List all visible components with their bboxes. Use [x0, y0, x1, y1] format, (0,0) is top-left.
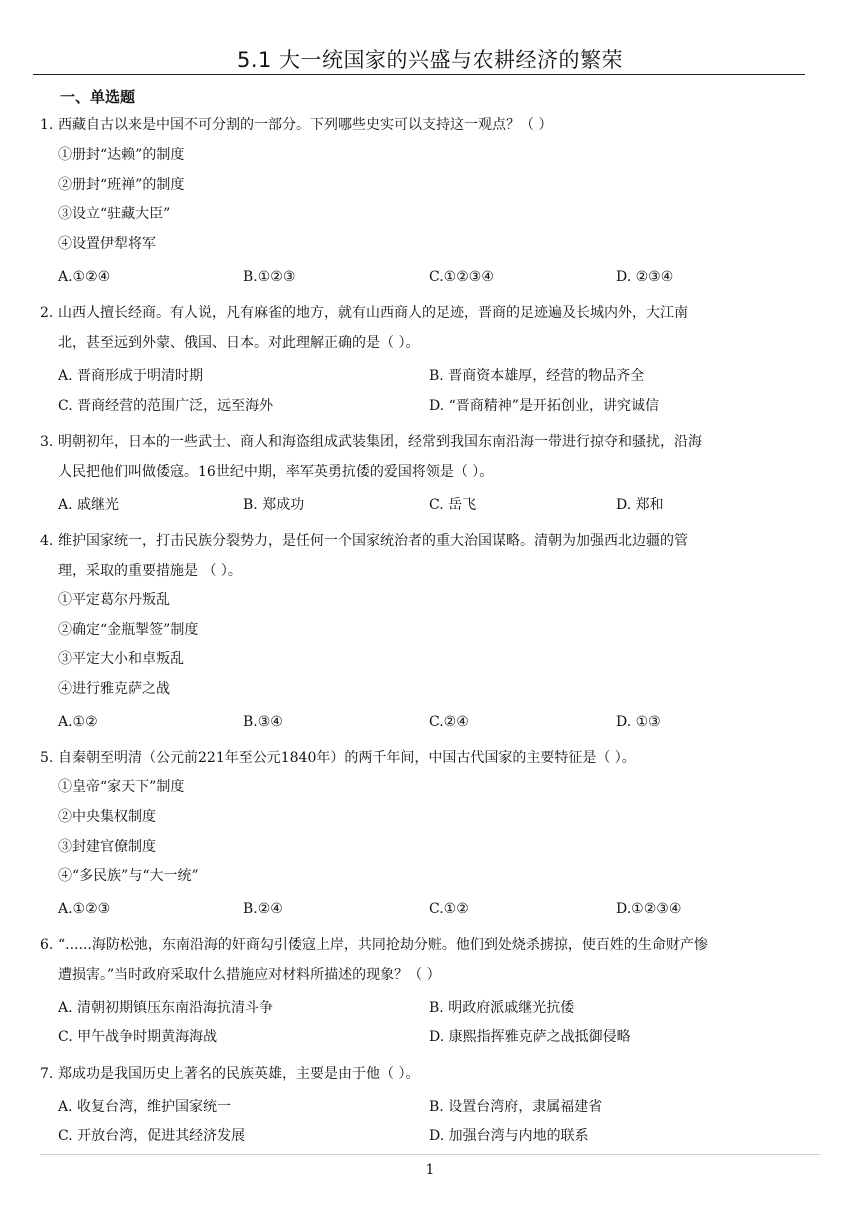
- question-6-option-c[interactable]: C. 甲午战争时期黄海海战: [58, 1029, 218, 1045]
- question-3-option-a[interactable]: A. 戚继光: [58, 497, 120, 513]
- question-4-option-a[interactable]: A.①②: [58, 714, 98, 730]
- question-1-option-a[interactable]: A.①②④: [58, 269, 111, 285]
- question-text: 维护国家统一，打击民族分裂势力，是任何一个国家统治者的重大治国谋略。清朝为加强西北边疆的管: [58, 533, 688, 549]
- question-6-option-d[interactable]: D. 康熙指挥雅克萨之战抵御侵略: [429, 1029, 631, 1045]
- section-heading: 一、单选题: [60, 88, 136, 106]
- question-text: 明朝初年，日本的一些武士、商人和海盗组成武装集团，经常到我国东南沿海一带进行掠夺和骚扰，沿海: [58, 434, 702, 450]
- question-3-option-d[interactable]: D. 郑和: [616, 497, 664, 513]
- question-4-stem: [40, 531, 688, 551]
- question-5-option-c[interactable]: C.①②: [429, 901, 469, 917]
- question-3-stem: [40, 432, 702, 452]
- question-text: “......海防松弛，东南沿海的奸商勾引倭寇上岸，共同抢劫分赃。他们到处烧杀掳掠，使百姓的生命财产惨: [58, 937, 708, 953]
- question-5-option-b[interactable]: B.②④: [243, 901, 283, 917]
- question-5-item: ①皇帝“家天下”制度: [58, 779, 185, 795]
- question-2-stem-continued: 北，甚至远到外蒙、俄国、日本。对此理解正确的是（ ）。: [58, 335, 420, 351]
- question-7-option-b[interactable]: B. 设置台湾府，隶属福建省: [429, 1099, 603, 1115]
- question-7-option-d[interactable]: D. 加强台湾与内地的联系: [429, 1128, 589, 1144]
- question-number: 3.: [40, 434, 54, 450]
- question-2-stem: [40, 303, 688, 323]
- question-5-item: ③封建官僚制度: [58, 839, 156, 855]
- question-number: 4.: [40, 533, 54, 549]
- question-number: 2.: [40, 305, 54, 321]
- question-6-option-a[interactable]: A. 清朝初期镇压东南沿海抗清斗争: [58, 1000, 274, 1016]
- question-text: 西藏自古以来是中国不可分割的一部分。下列哪些史实可以支持这一观点？（ ）: [58, 117, 553, 133]
- question-2-option-a[interactable]: A. 晋商形成于明清时期: [58, 368, 204, 384]
- question-4-option-d[interactable]: D. ①③: [616, 714, 661, 730]
- question-4-option-c[interactable]: C.②④: [429, 714, 469, 730]
- question-4-item: ③平定大小和卓叛乱: [58, 651, 184, 667]
- question-number: 7.: [40, 1066, 54, 1082]
- question-1-stem: [40, 115, 552, 135]
- question-2-option-d[interactable]: D. “晋商精神”是开拓创业，讲究诚信: [429, 398, 659, 414]
- question-text: 自秦朝至明清（公元前221年至公元1840年）的两千年间，中国古代国家的主要特征是（ ）。: [58, 750, 636, 766]
- question-3-option-c[interactable]: C. 岳飞: [429, 497, 477, 513]
- question-4-stem-continued: 理，采取的重要措施是 （ ）。: [58, 563, 242, 579]
- question-1-item: ③设立“驻藏大臣”: [58, 206, 171, 222]
- page-title: 5.1 大一统国家的兴盛与农耕经济的繁荣: [236, 48, 624, 72]
- question-2-option-b[interactable]: B. 晋商资本雄厚，经营的物品齐全: [429, 368, 645, 384]
- question-4-item: ④进行雅克萨之战: [58, 681, 170, 697]
- question-6-option-b[interactable]: B. 明政府派戚继光抗倭: [429, 1000, 575, 1016]
- question-4-item: ①平定葛尔丹叛乱: [58, 592, 170, 608]
- question-1-item: ④设置伊犁将军: [58, 236, 156, 252]
- question-3-option-b[interactable]: B. 郑成功: [243, 497, 305, 513]
- question-number: 5.: [40, 750, 54, 766]
- question-2-option-c[interactable]: C. 晋商经营的范围广泛，远至海外: [58, 398, 274, 414]
- page-number: 1: [425, 1162, 435, 1178]
- question-5-stem: [40, 748, 636, 768]
- question-5-item: ④“多民族”与“大一统”: [58, 868, 199, 884]
- question-7-option-a[interactable]: A. 收复台湾，维护国家统一: [58, 1099, 232, 1115]
- question-text: 郑成功是我国历史上著名的民族英雄，主要是由于他（ ）。: [58, 1066, 420, 1082]
- question-5-option-d[interactable]: D.①②③④: [616, 901, 682, 917]
- title-divider: [33, 74, 805, 75]
- question-3-stem-continued: 人民把他们叫做倭寇。16世纪中期，率军英勇抗倭的爱国将领是（ ）。: [58, 464, 494, 480]
- question-5-item: ②中央集权制度: [58, 809, 156, 825]
- question-6-stem-continued: 遭损害。”当时政府采取什么措施应对材料所描述的现象？（ ）: [58, 967, 441, 983]
- question-4-item: ②确定“金瓶掣签”制度: [58, 622, 199, 638]
- question-7-stem: [40, 1064, 419, 1084]
- question-1-option-c[interactable]: C.①②③④: [429, 269, 494, 285]
- question-5-option-a[interactable]: A.①②③: [58, 901, 111, 917]
- question-4-option-b[interactable]: B.③④: [243, 714, 283, 730]
- question-1-item: ①册封“达赖”的制度: [58, 147, 185, 163]
- question-1-option-d[interactable]: D. ②③④: [616, 269, 674, 285]
- question-7-option-c[interactable]: C. 开放台湾，促进其经济发展: [58, 1128, 246, 1144]
- question-text: 山西人擅长经商。有人说，凡有麻雀的地方，就有山西商人的足迹，晋商的足迹遍及长城内外，大江南: [58, 305, 688, 321]
- footer-divider: [40, 1154, 820, 1155]
- question-number: 6.: [40, 937, 54, 953]
- question-number: 1.: [40, 117, 54, 133]
- question-1-item: ②册封“班禅”的制度: [58, 177, 185, 193]
- question-1-option-b[interactable]: B.①②③: [243, 269, 296, 285]
- question-6-stem: [40, 935, 708, 955]
